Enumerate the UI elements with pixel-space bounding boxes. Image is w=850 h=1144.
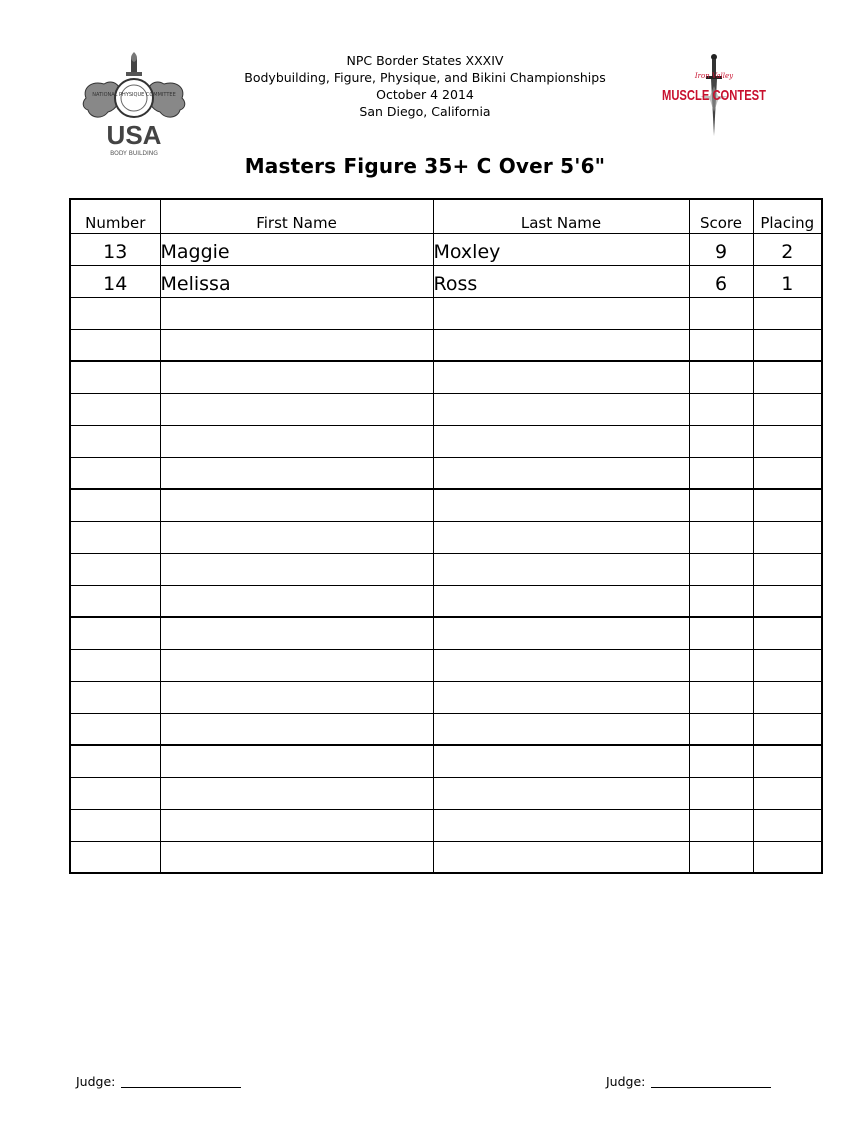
table-row <box>70 745 822 777</box>
cell-number <box>70 841 160 873</box>
cell-last-name <box>433 489 689 521</box>
cell-last-name <box>433 617 689 649</box>
table-row <box>70 681 822 713</box>
cell-last-name <box>433 361 689 393</box>
cell-last-name <box>433 713 689 745</box>
cell-score <box>689 329 753 361</box>
muscle-contest-logo <box>656 52 772 142</box>
table-row <box>70 649 822 681</box>
event-location: San Diego, California <box>359 104 491 119</box>
col-header-first-name: First Name <box>160 199 433 233</box>
cell-placing: 2 <box>753 233 822 265</box>
cell-placing <box>753 393 822 425</box>
cell-placing <box>753 809 822 841</box>
table-row <box>70 553 822 585</box>
cell-last-name: Moxley <box>433 233 689 265</box>
col-header-score: Score <box>689 199 753 233</box>
cell-number: 14 <box>70 265 160 297</box>
cell-number <box>70 425 160 457</box>
cell-number <box>70 329 160 361</box>
cell-placing <box>753 777 822 809</box>
cell-placing <box>753 361 822 393</box>
col-header-number: Number <box>70 199 160 233</box>
table-row <box>70 521 822 553</box>
cell-score <box>689 457 753 489</box>
cell-number: 13 <box>70 233 160 265</box>
cell-score <box>689 617 753 649</box>
cell-first-name <box>160 297 433 329</box>
cell-placing <box>753 841 822 873</box>
cell-last-name <box>433 297 689 329</box>
judge-signature-right <box>606 1074 771 1089</box>
cell-placing <box>753 649 822 681</box>
judge-label-right: Judge: <box>606 1074 646 1089</box>
cell-first-name: Melissa <box>160 265 433 297</box>
judge-line-left[interactable] <box>121 1087 241 1088</box>
judge-label-left: Judge: <box>76 1074 116 1089</box>
cell-score: 9 <box>689 233 753 265</box>
cell-placing <box>753 457 822 489</box>
cell-number <box>70 649 160 681</box>
cell-score <box>689 681 753 713</box>
division-title: Masters Figure 35+ C Over 5'6" <box>244 154 606 178</box>
cell-first-name <box>160 681 433 713</box>
cell-last-name <box>433 393 689 425</box>
table-row <box>70 457 822 489</box>
cell-score <box>689 809 753 841</box>
table-row <box>70 489 822 521</box>
cell-first-name <box>160 553 433 585</box>
cell-placing <box>753 617 822 649</box>
cell-last-name <box>433 329 689 361</box>
cell-number <box>70 681 160 713</box>
cell-score <box>689 297 753 329</box>
cell-last-name <box>433 425 689 457</box>
event-divisions: Bodybuilding, Figure, Physique, and Bikini Championships <box>244 70 606 85</box>
cell-placing <box>753 713 822 745</box>
event-date: October 4 2014 <box>376 87 474 102</box>
judge-line-right[interactable] <box>651 1087 771 1088</box>
cell-first-name <box>160 521 433 553</box>
logo-usa-subtext: BODY BUILDING <box>110 150 158 157</box>
cell-number <box>70 713 160 745</box>
logo-muscle-contest-text: MUSCLE CONTEST <box>662 87 766 104</box>
cell-score <box>689 521 753 553</box>
cell-last-name <box>433 521 689 553</box>
cell-first-name <box>160 617 433 649</box>
cell-first-name <box>160 361 433 393</box>
table-row <box>70 713 822 745</box>
cell-last-name <box>433 553 689 585</box>
cell-first-name <box>160 329 433 361</box>
cell-first-name <box>160 745 433 777</box>
cell-first-name <box>160 777 433 809</box>
cell-score <box>689 553 753 585</box>
table-row <box>70 265 822 297</box>
table-header-row <box>70 199 822 233</box>
cell-first-name <box>160 585 433 617</box>
cell-score <box>689 713 753 745</box>
cell-first-name <box>160 713 433 745</box>
cell-score <box>689 361 753 393</box>
cell-first-name <box>160 457 433 489</box>
cell-placing <box>753 553 822 585</box>
cell-first-name <box>160 809 433 841</box>
cell-number <box>70 489 160 521</box>
table-row <box>70 617 822 649</box>
table-row <box>70 297 822 329</box>
cell-last-name <box>433 649 689 681</box>
cell-placing <box>753 489 822 521</box>
cell-last-name <box>433 809 689 841</box>
npc-usa-logo <box>78 52 190 160</box>
cell-first-name <box>160 393 433 425</box>
table-row <box>70 233 822 265</box>
logo-ring-text: NATIONAL PHYSIQUE COMMITTEE <box>92 92 176 98</box>
cell-last-name <box>433 841 689 873</box>
judge-signature-left <box>76 1074 241 1089</box>
cell-number <box>70 553 160 585</box>
cell-number <box>70 745 160 777</box>
event-name: NPC Border States XXXIV <box>346 53 504 68</box>
table-row <box>70 585 822 617</box>
cell-score <box>689 393 753 425</box>
cell-placing <box>753 745 822 777</box>
cell-number <box>70 521 160 553</box>
cell-placing: 1 <box>753 265 822 297</box>
cell-score: 6 <box>689 265 753 297</box>
cell-last-name <box>433 745 689 777</box>
cell-first-name <box>160 841 433 873</box>
table-row <box>70 361 822 393</box>
cell-placing <box>753 521 822 553</box>
table-row <box>70 329 822 361</box>
cell-first-name <box>160 425 433 457</box>
cell-placing <box>753 297 822 329</box>
table-row <box>70 841 822 873</box>
table-row <box>70 777 822 809</box>
table-row <box>70 809 822 841</box>
cell-number <box>70 393 160 425</box>
cell-last-name <box>433 457 689 489</box>
cell-last-name: Ross <box>433 265 689 297</box>
cell-number <box>70 585 160 617</box>
cell-last-name <box>433 585 689 617</box>
cell-score <box>689 841 753 873</box>
cell-first-name <box>160 649 433 681</box>
cell-score <box>689 649 753 681</box>
cell-placing <box>753 681 822 713</box>
cell-last-name <box>433 681 689 713</box>
cell-score <box>689 489 753 521</box>
event-header <box>200 52 650 120</box>
cell-score <box>689 777 753 809</box>
cell-last-name <box>433 777 689 809</box>
cell-score <box>689 745 753 777</box>
cell-number <box>70 617 160 649</box>
cell-score <box>689 425 753 457</box>
cell-number <box>70 777 160 809</box>
cell-number <box>70 297 160 329</box>
table-row <box>70 425 822 457</box>
cell-number <box>70 361 160 393</box>
cell-placing <box>753 585 822 617</box>
table-row <box>70 393 822 425</box>
cell-placing <box>753 329 822 361</box>
col-header-placing: Placing <box>753 199 822 233</box>
logo-script-text: Iron Valley <box>694 72 734 80</box>
logo-usa-text: USA <box>106 120 162 150</box>
cell-score <box>689 585 753 617</box>
cell-first-name: Maggie <box>160 233 433 265</box>
cell-first-name <box>160 489 433 521</box>
cell-number <box>70 457 160 489</box>
cell-placing <box>753 425 822 457</box>
cell-number <box>70 809 160 841</box>
col-header-last-name: Last Name <box>433 199 689 233</box>
results-table <box>69 198 823 874</box>
